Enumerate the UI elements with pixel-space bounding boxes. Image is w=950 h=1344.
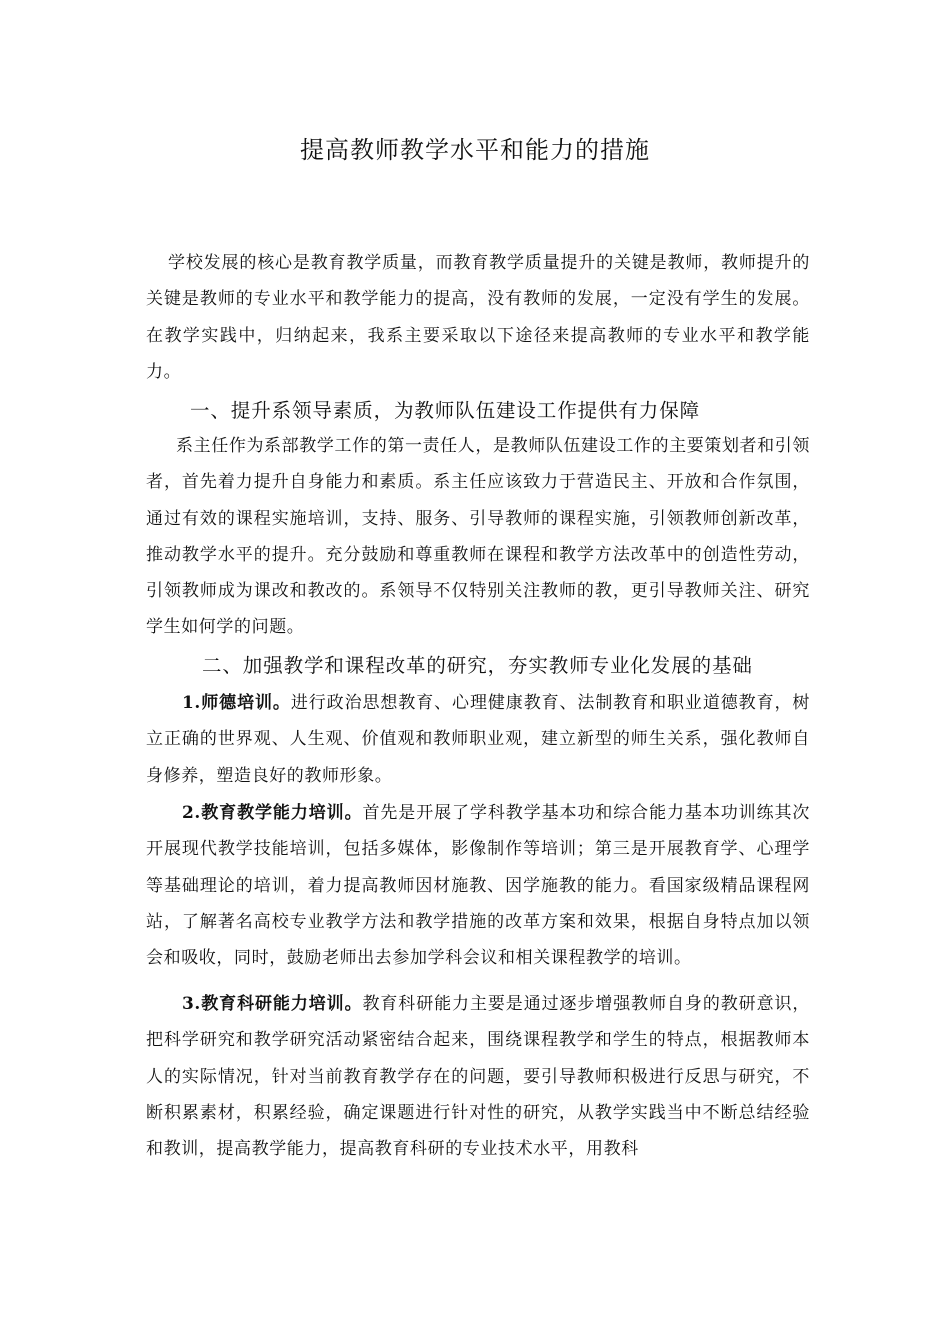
training-item-body: 教育科研能力主要是通过逐步增强教师自身的教研意识，把科学研究和教学研究活动紧密结合起来，围绕课程教学和学生的特点，根据教师本人的实际情况，针对当前教育教学存在的问题，要引导教师积极进行反思与研究，不断积累素材，积累经验，确定课题进行针对性的研究，从教学实践当中不断总结经验和教训，提高教学能力，提高教育科研的专业技术水平，用教科 bbox=[146, 994, 810, 1160]
training-item-body: 首先是开展了学科教学基本功和综合能力基本功训练其次开展现代教学技能培训，包括多媒体，影像制作等培训；第三是开展教育学、心理学等基础理论的培训，着力提高教师因材施教、因学施教的能力。看国家级精品课程网站，了解著名高校专业教学方法和教学措施的改革方案和效果，根据自身特点加以领会和吸收，同时，鼓励老师出去参加学科会议和相关课程教学的培训。 bbox=[146, 803, 810, 969]
training-item-ethics bbox=[146, 685, 810, 794]
section-one-paragraph: 系主任作为系部教学工作的第一责任人，是教师队伍建设工作的主要策划者和引领者，首先着力提升自身能力和素质。系主任应该致力于营造民主、开放和合作氛围，通过有效的课程实施培训，支持、服务、引导教师的课程实施，引领教师创新改革，推动教学水平的提升。充分鼓励和尊重教师在课程和教学方法改革中的创造性劳动，引领教师成为课改和教改的。系领导不仅特别关注教师的教，更引导教师关注、研究学生如何学的问题。 bbox=[146, 436, 810, 638]
training-item-lead: 1.师德培训。 bbox=[182, 693, 291, 713]
training-item-teaching-ability bbox=[146, 795, 810, 976]
document-title: 提高教师教学水平和能力的措施 bbox=[300, 136, 650, 164]
section-one-heading: 一、提升系领导素质，为教师队伍建设工作提供有力保障 bbox=[190, 399, 701, 422]
training-item-research-ability bbox=[146, 986, 810, 1167]
training-item-lead: 3.教育科研能力培训。 bbox=[182, 994, 363, 1014]
section-two-heading: 二、加强教学和课程改革的研究，夯实教师专业化发展的基础 bbox=[202, 654, 753, 677]
intro-paragraph: 学校发展的核心是教育教学质量，而教育教学质量提升的关键是教师，教师提升的关键是教师的专业水平和教学能力的提高，没有教师的发展，一定没有学生的发展。在教学实践中，归纳起来，我系主要采取以下途径来提高教师的专业水平和教学能力。 bbox=[146, 253, 810, 382]
training-item-body: 进行政治思想教育、心理健康教育、法制教育和职业道德教育，树立正确的世界观、人生观、价值观和教师职业观，建立新型的师生关系，强化教师自身修养，塑造良好的教师形象。 bbox=[146, 693, 810, 786]
training-item-lead: 2.教育教学能力培训。 bbox=[182, 803, 363, 823]
